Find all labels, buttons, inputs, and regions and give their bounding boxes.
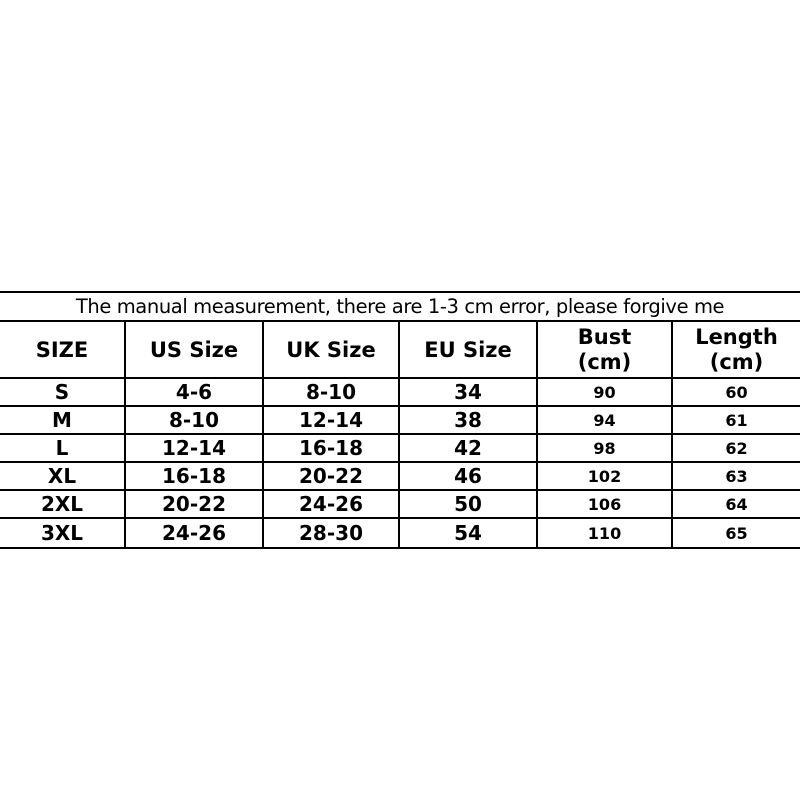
cell-us-size: 12-14 xyxy=(126,435,264,461)
header-us-size: US Size xyxy=(126,322,264,377)
cell-us-size: 24-26 xyxy=(126,519,264,547)
table-row xyxy=(0,435,800,463)
table-row xyxy=(0,491,800,519)
table-row xyxy=(0,379,800,407)
cell-uk-size: 24-26 xyxy=(264,491,400,517)
cell-bust: 94 xyxy=(538,407,673,433)
cell-size: M xyxy=(0,407,126,433)
cell-bust: 90 xyxy=(538,379,673,405)
cell-eu-size: 46 xyxy=(400,463,538,489)
cell-uk-size: 28-30 xyxy=(264,519,400,547)
cell-eu-size: 38 xyxy=(400,407,538,433)
cell-eu-size: 34 xyxy=(400,379,538,405)
chart-caption: The manual measurement, there are 1-3 cm error, please forgive me xyxy=(0,291,800,322)
cell-uk-size: 16-18 xyxy=(264,435,400,461)
size-grid xyxy=(0,322,800,547)
cell-bust: 98 xyxy=(538,435,673,461)
header-row xyxy=(0,322,800,379)
cell-uk-size: 8-10 xyxy=(264,379,400,405)
cell-length: 62 xyxy=(725,438,748,458)
table-row xyxy=(0,463,800,491)
cell-us-size: 16-18 xyxy=(126,463,264,489)
cell-size: XL xyxy=(0,463,126,489)
header-eu-size: EU Size xyxy=(400,322,538,377)
cell-us-size: 4-6 xyxy=(126,379,264,405)
cell-length: 61 xyxy=(725,410,748,430)
table-row xyxy=(0,519,800,547)
cell-length: 64 xyxy=(725,494,748,514)
cell-size: L xyxy=(0,435,126,461)
cell-size: 2XL xyxy=(0,491,126,517)
header-length-label: Length xyxy=(695,324,778,349)
header-bust xyxy=(538,322,673,377)
cell-bust: 106 xyxy=(538,491,673,517)
cell-bust: 102 xyxy=(538,463,673,489)
cell-uk-size: 12-14 xyxy=(264,407,400,433)
cell-size: 3XL xyxy=(0,519,126,547)
cell-us-size: 8-10 xyxy=(126,407,264,433)
cell-eu-size: 50 xyxy=(400,491,538,517)
cell-length: 60 xyxy=(725,382,748,402)
cell-size: S xyxy=(0,379,126,405)
cell-length: 65 xyxy=(725,523,748,543)
cell-eu-size: 42 xyxy=(400,435,538,461)
header-length xyxy=(673,322,800,377)
header-bust-unit: (cm) xyxy=(577,349,632,374)
cell-uk-size: 20-22 xyxy=(264,463,400,489)
table-row xyxy=(0,407,800,435)
cell-length: 63 xyxy=(725,466,748,486)
header-bust-label: Bust xyxy=(577,324,632,349)
size-chart-table xyxy=(0,291,800,549)
table-bottom-border xyxy=(0,547,800,549)
header-uk-size: UK Size xyxy=(264,322,400,377)
cell-us-size: 20-22 xyxy=(126,491,264,517)
header-length-unit: (cm) xyxy=(709,349,764,374)
header-size: SIZE xyxy=(0,322,126,377)
cell-eu-size: 54 xyxy=(400,519,538,547)
cell-bust: 110 xyxy=(538,519,673,547)
